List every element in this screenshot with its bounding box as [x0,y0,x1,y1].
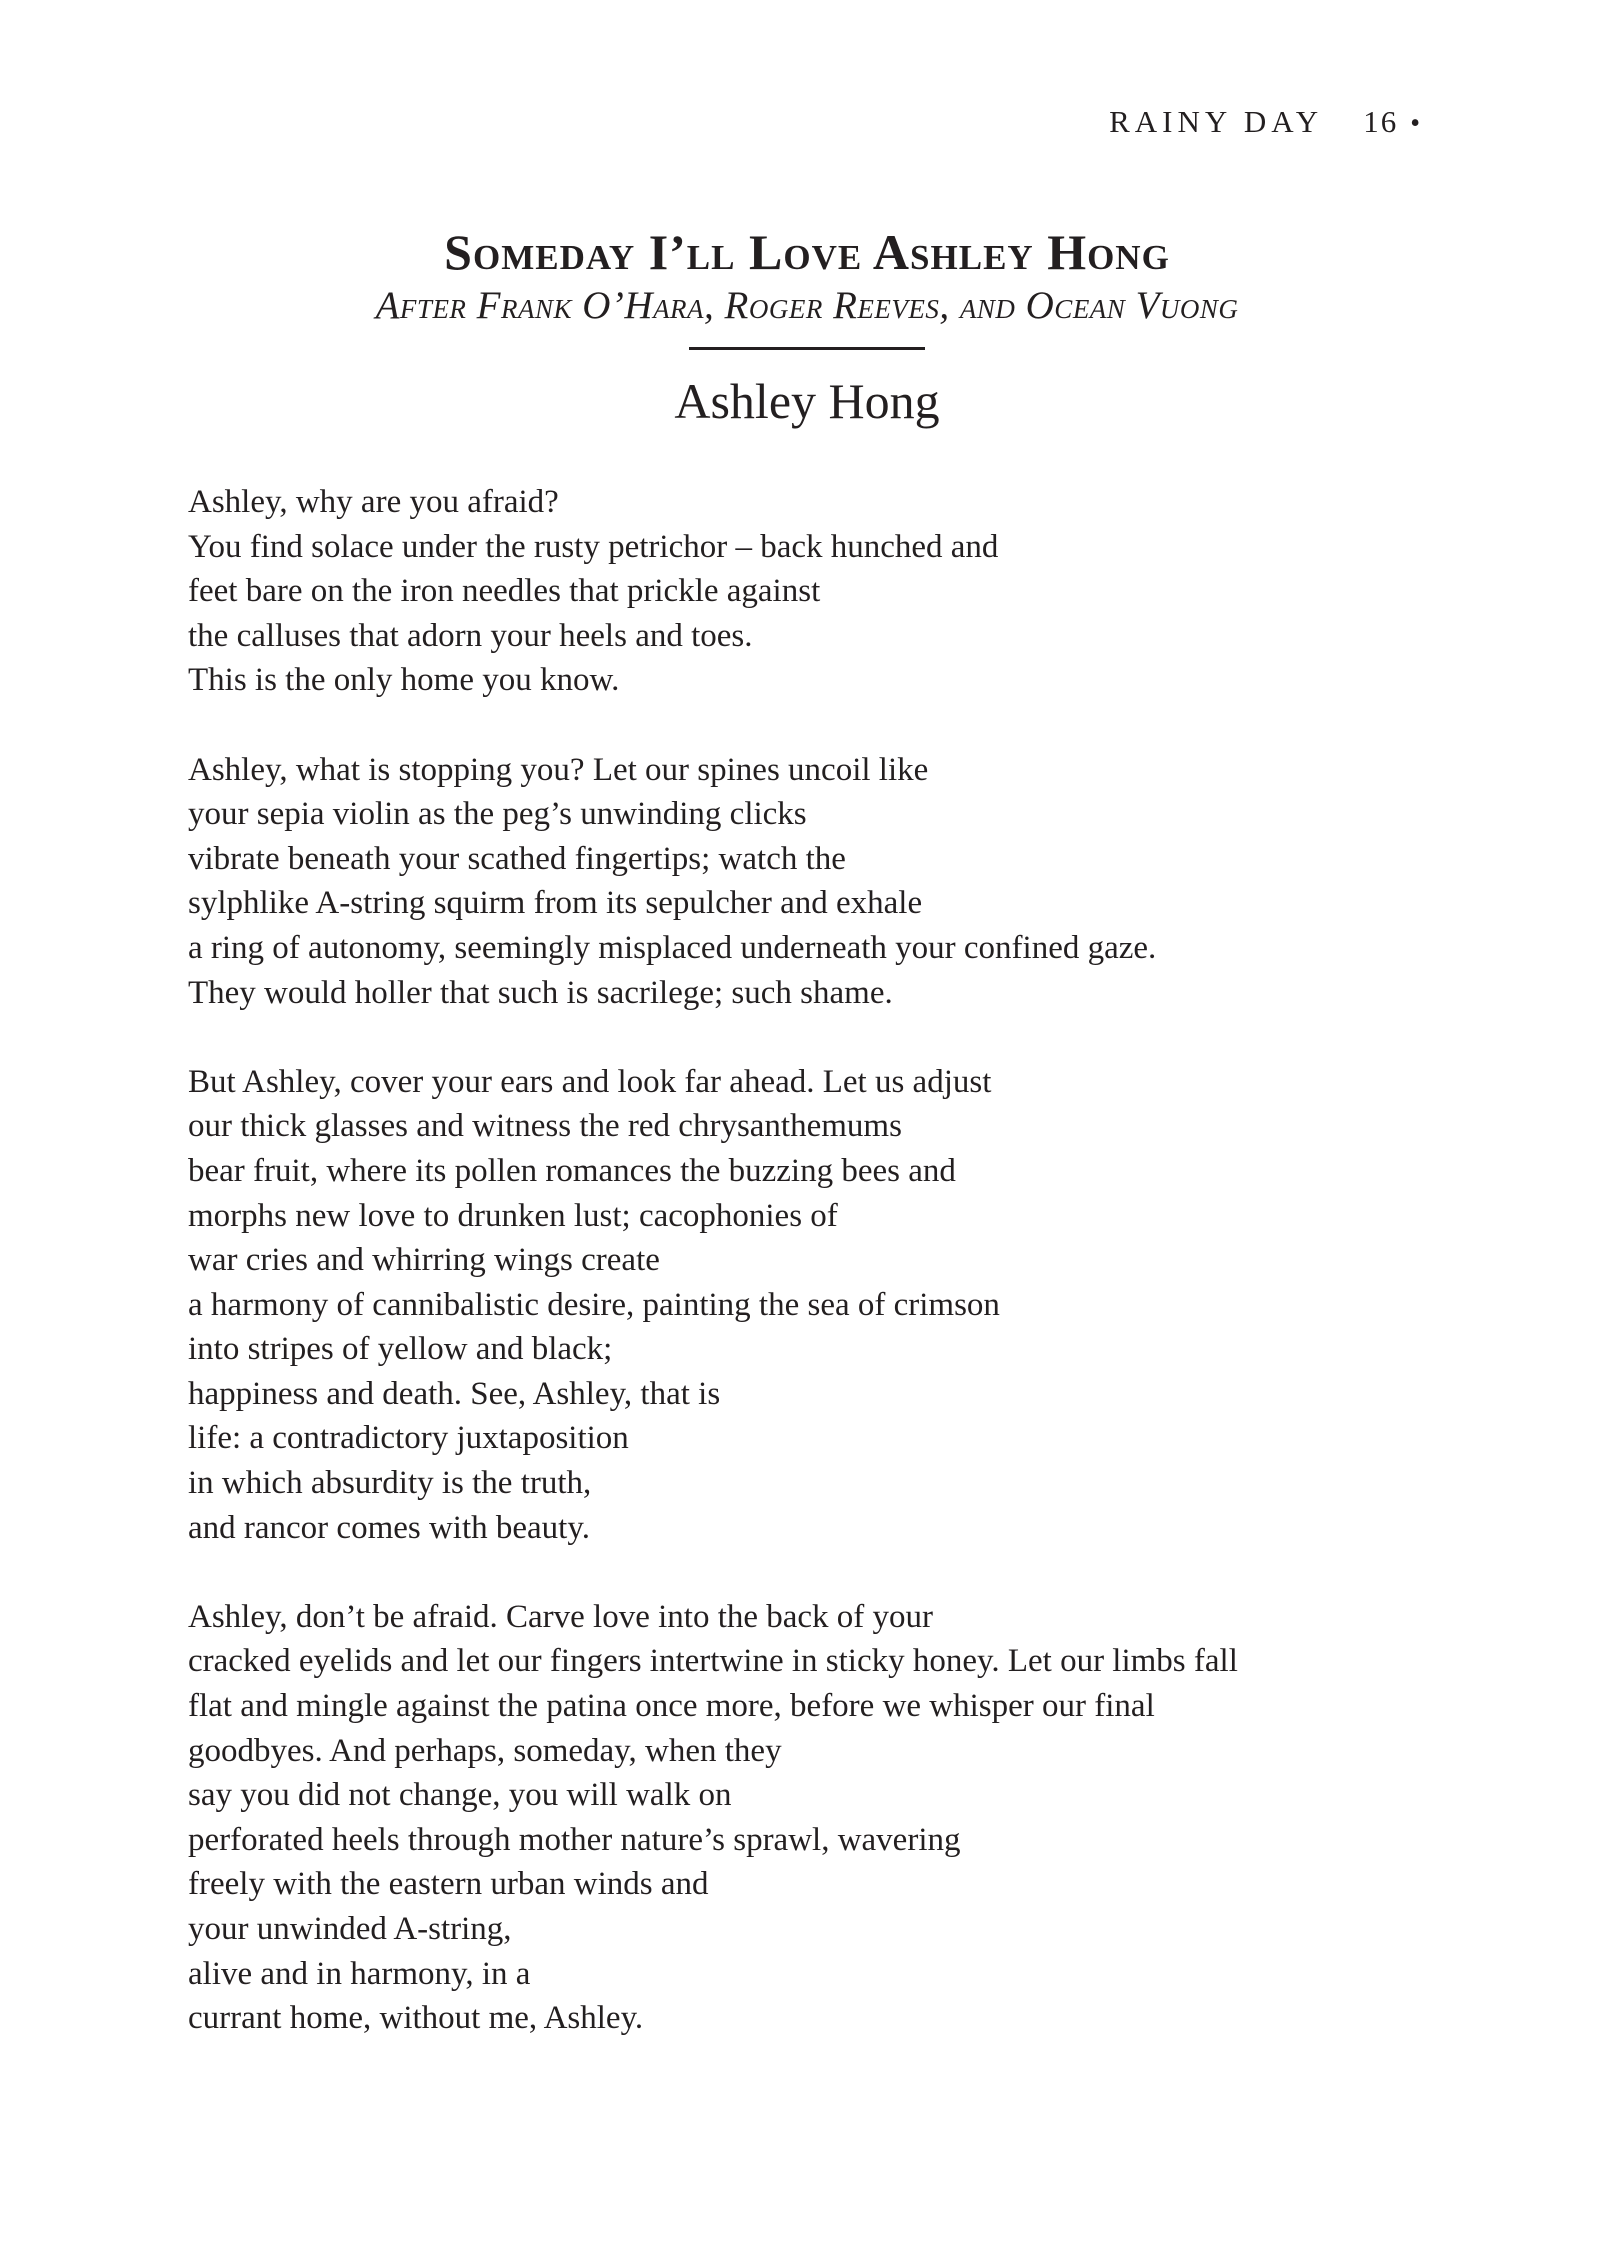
poem-line: a harmony of cannibalistic desire, painting the sea of crimson [188,1286,1000,1323]
stanza-2 [188,748,1488,1016]
stanza-4 [188,1595,1488,2041]
title-block [0,222,1614,430]
poem-line: Ashley, why are you afraid? [188,484,559,520]
poem-line: the calluses that adorn your heels and toes. [188,617,753,654]
poem-author: Ashley Hong [674,373,940,429]
poem-line: happiness and death. See, Ashley, that is [188,1375,721,1412]
bullet-icon: • [1410,108,1420,139]
poem-line: They would holler that such is sacrilege; such shame. [188,974,893,1011]
poem-line: feet bare on the iron needles that prickle against [188,573,821,610]
poem-line: Ashley, don’t be afraid. Carve love into the back of your [188,1598,934,1635]
poem-line: goodbyes. And perhaps, someday, when they [188,1732,782,1769]
poem-title: Someday I’ll Love Ashley Hong [444,224,1170,280]
journal-title: RAINY DAY [1109,104,1324,139]
page-number: 16 [1363,104,1399,139]
poem-line: You find solace under the rusty petrichor – back hunched and [188,528,999,565]
poem-line: vibrate beneath your scathed fingertips; watch the [188,840,846,877]
poem-line: life: a contradictory juxtaposition [188,1420,629,1457]
poem-line: perforated heels through mother nature’s sprawl, wavering [188,1821,961,1858]
stanza-1 [188,480,1488,703]
poem-line: in which absurdity is the truth, [188,1465,592,1502]
poem-line: our thick glasses and witness the red chrysanthemums [188,1108,902,1145]
poem-line: say you did not change, you will walk on [188,1777,732,1814]
poem-epigraph: After Frank O’Hara, Roger Reeves, and Ocean Vuong [375,284,1239,327]
poem-line: This is the only home you know. [188,662,620,699]
poem-line: your unwinded A-string, [188,1911,512,1947]
poem-line: flat and mingle against the patina once more, before we whisper our final [188,1688,1155,1725]
poem-line: Ashley, what is stopping you? Let our spines uncoil like [188,751,929,788]
poem-line: war cries and whirring wings create [188,1242,660,1279]
poem-line: sylphlike A-string squirm from its sepulcher and exhale [188,885,923,922]
poem-line: bear fruit, where its pollen romances the buzzing bees and [188,1152,956,1189]
poem-line: a ring of autonomy, seemingly misplaced underneath your confined gaze. [188,929,1157,966]
stanza-3 [188,1060,1488,1551]
poem-line: morphs new love to drunken lust; cacophonies of [188,1197,838,1234]
poem-body [188,480,1488,2085]
title-divider [689,347,925,350]
poem-line: your sepia violin as the peg’s unwinding clicks [188,796,807,833]
poem-line: freely with the eastern urban winds and [188,1866,709,1903]
poem-line: and rancor comes with beauty. [188,1509,590,1546]
poem-line: But Ashley, cover your ears and look far ahead. Let us adjust [188,1063,992,1100]
poem-line: currant home, without me, Ashley. [188,2000,644,2037]
running-head [1109,104,1420,140]
poem-line: alive and in harmony, in a [188,1955,531,1992]
poem-line: into stripes of yellow and black; [188,1331,613,1368]
poem-line: cracked eyelids and let our fingers intertwine in sticky honey. Let our limbs fall [188,1643,1238,1680]
